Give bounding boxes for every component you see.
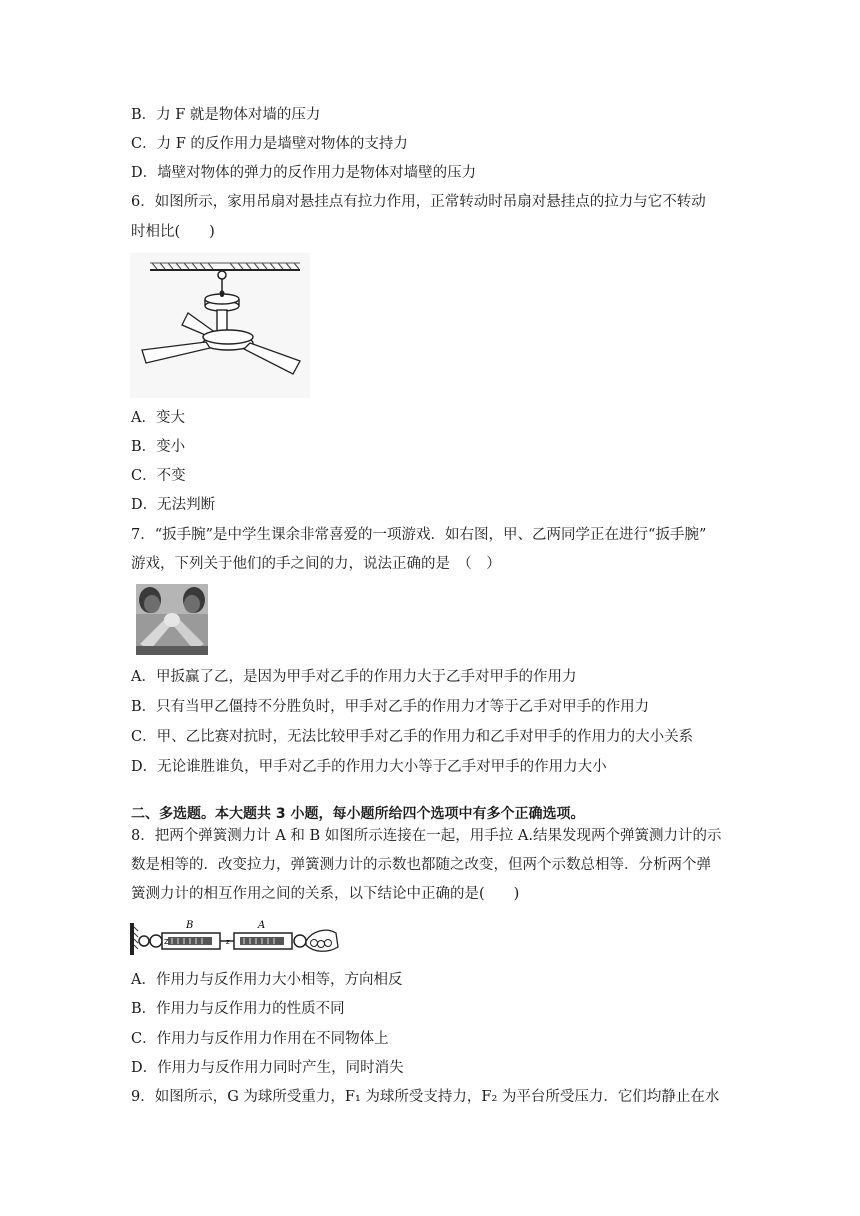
scale-a-label: A — [258, 920, 266, 931]
q7-option-d: D．无论谁胜谁负，甲手对乙手的作用力大小等于乙手对甲手的作用力大小 — [131, 759, 607, 775]
q6-stem-line2: 时相比( ) — [131, 224, 215, 240]
q6-option-d: D．无法判断 — [131, 497, 216, 513]
spring-scales-figure — [130, 913, 340, 957]
q9-stem-line1: 9．如图所示，G 为球所受重力，F₁ 为球所受支持力，F₂ 为平台所受压力．它们均静止在水 — [131, 1089, 720, 1105]
section-heading: 二、多选题。本大题共 3 小题，每小题所给四个选项中有多个正确选项。 — [131, 806, 585, 822]
q6-stem-line1: 6．如图所示，家用吊扇对悬挂点有拉力作用，正常转动时吊扇对悬挂点的拉力与它不转动 — [131, 194, 706, 210]
svg-text:z: z — [226, 938, 230, 946]
q8-stem-line2: 数是相等的．改变拉力，弹簧测力计的示数也都随之改变，但两个示数总相等．分析两个弹 — [131, 857, 711, 873]
q7-stem-line2: 游戏，下列关于他们的手之间的力，说法正确的是 （ ） — [131, 556, 501, 572]
q7-stem-line1: 7．“扳手腕”是中学生课余非常喜爱的一项游戏．如右图，甲、乙两同学正在进行“扳手腕” — [131, 527, 707, 543]
scale-b-label: B — [186, 920, 194, 931]
q8-option-a: A．作用力与反作用力大小相等，方向相反 — [131, 972, 403, 988]
q8-option-b: B．作用力与反作用力的性质不同 — [131, 1001, 345, 1017]
q7-option-b: B．只有当甲乙僵持不分胜负时，甲手对乙手的作用力才等于乙手对甲手的作用力 — [131, 699, 650, 715]
q8-stem-line1: 8．把两个弹簧测力计 A 和 B 如图所示连接在一起，用手拉 A.结果发现两个弹簧测力计的示 — [131, 828, 722, 844]
ceiling-fan-figure — [130, 253, 310, 398]
arm-wrestling-photo — [136, 584, 208, 655]
q7-option-a: A．甲扳赢了乙，是因为甲手对乙手的作用力大于乙手对甲手的作用力 — [131, 669, 577, 685]
svg-text:Z: Z — [164, 938, 169, 946]
q6-option-c: C．不变 — [131, 468, 186, 484]
q5-option-b: B．力 F 就是物体对墙的压力 — [131, 107, 321, 123]
q8-option-c: C．作用力与反作用力作用在不同物体上 — [131, 1031, 389, 1047]
q5-option-c: C．力 F 的反作用力是墙壁对物体的支持力 — [131, 136, 408, 152]
q7-option-c: C．甲、乙比赛对抗时，无法比较甲手对乙手的作用力和乙手对甲手的作用力的大小关系 — [131, 729, 694, 745]
q8-stem-line3: 簧测力计的相互作用之间的关系，以下结论中正确的是( ) — [131, 886, 520, 902]
q5-option-d: D．墙壁对物体的弹力的反作用力是物体对墙壁的压力 — [131, 165, 477, 181]
q6-option-b: B．变小 — [131, 439, 186, 455]
q8-option-d: D．作用力与反作用力同时产生，同时消失 — [131, 1060, 404, 1076]
q6-option-a: A．变大 — [131, 410, 185, 426]
